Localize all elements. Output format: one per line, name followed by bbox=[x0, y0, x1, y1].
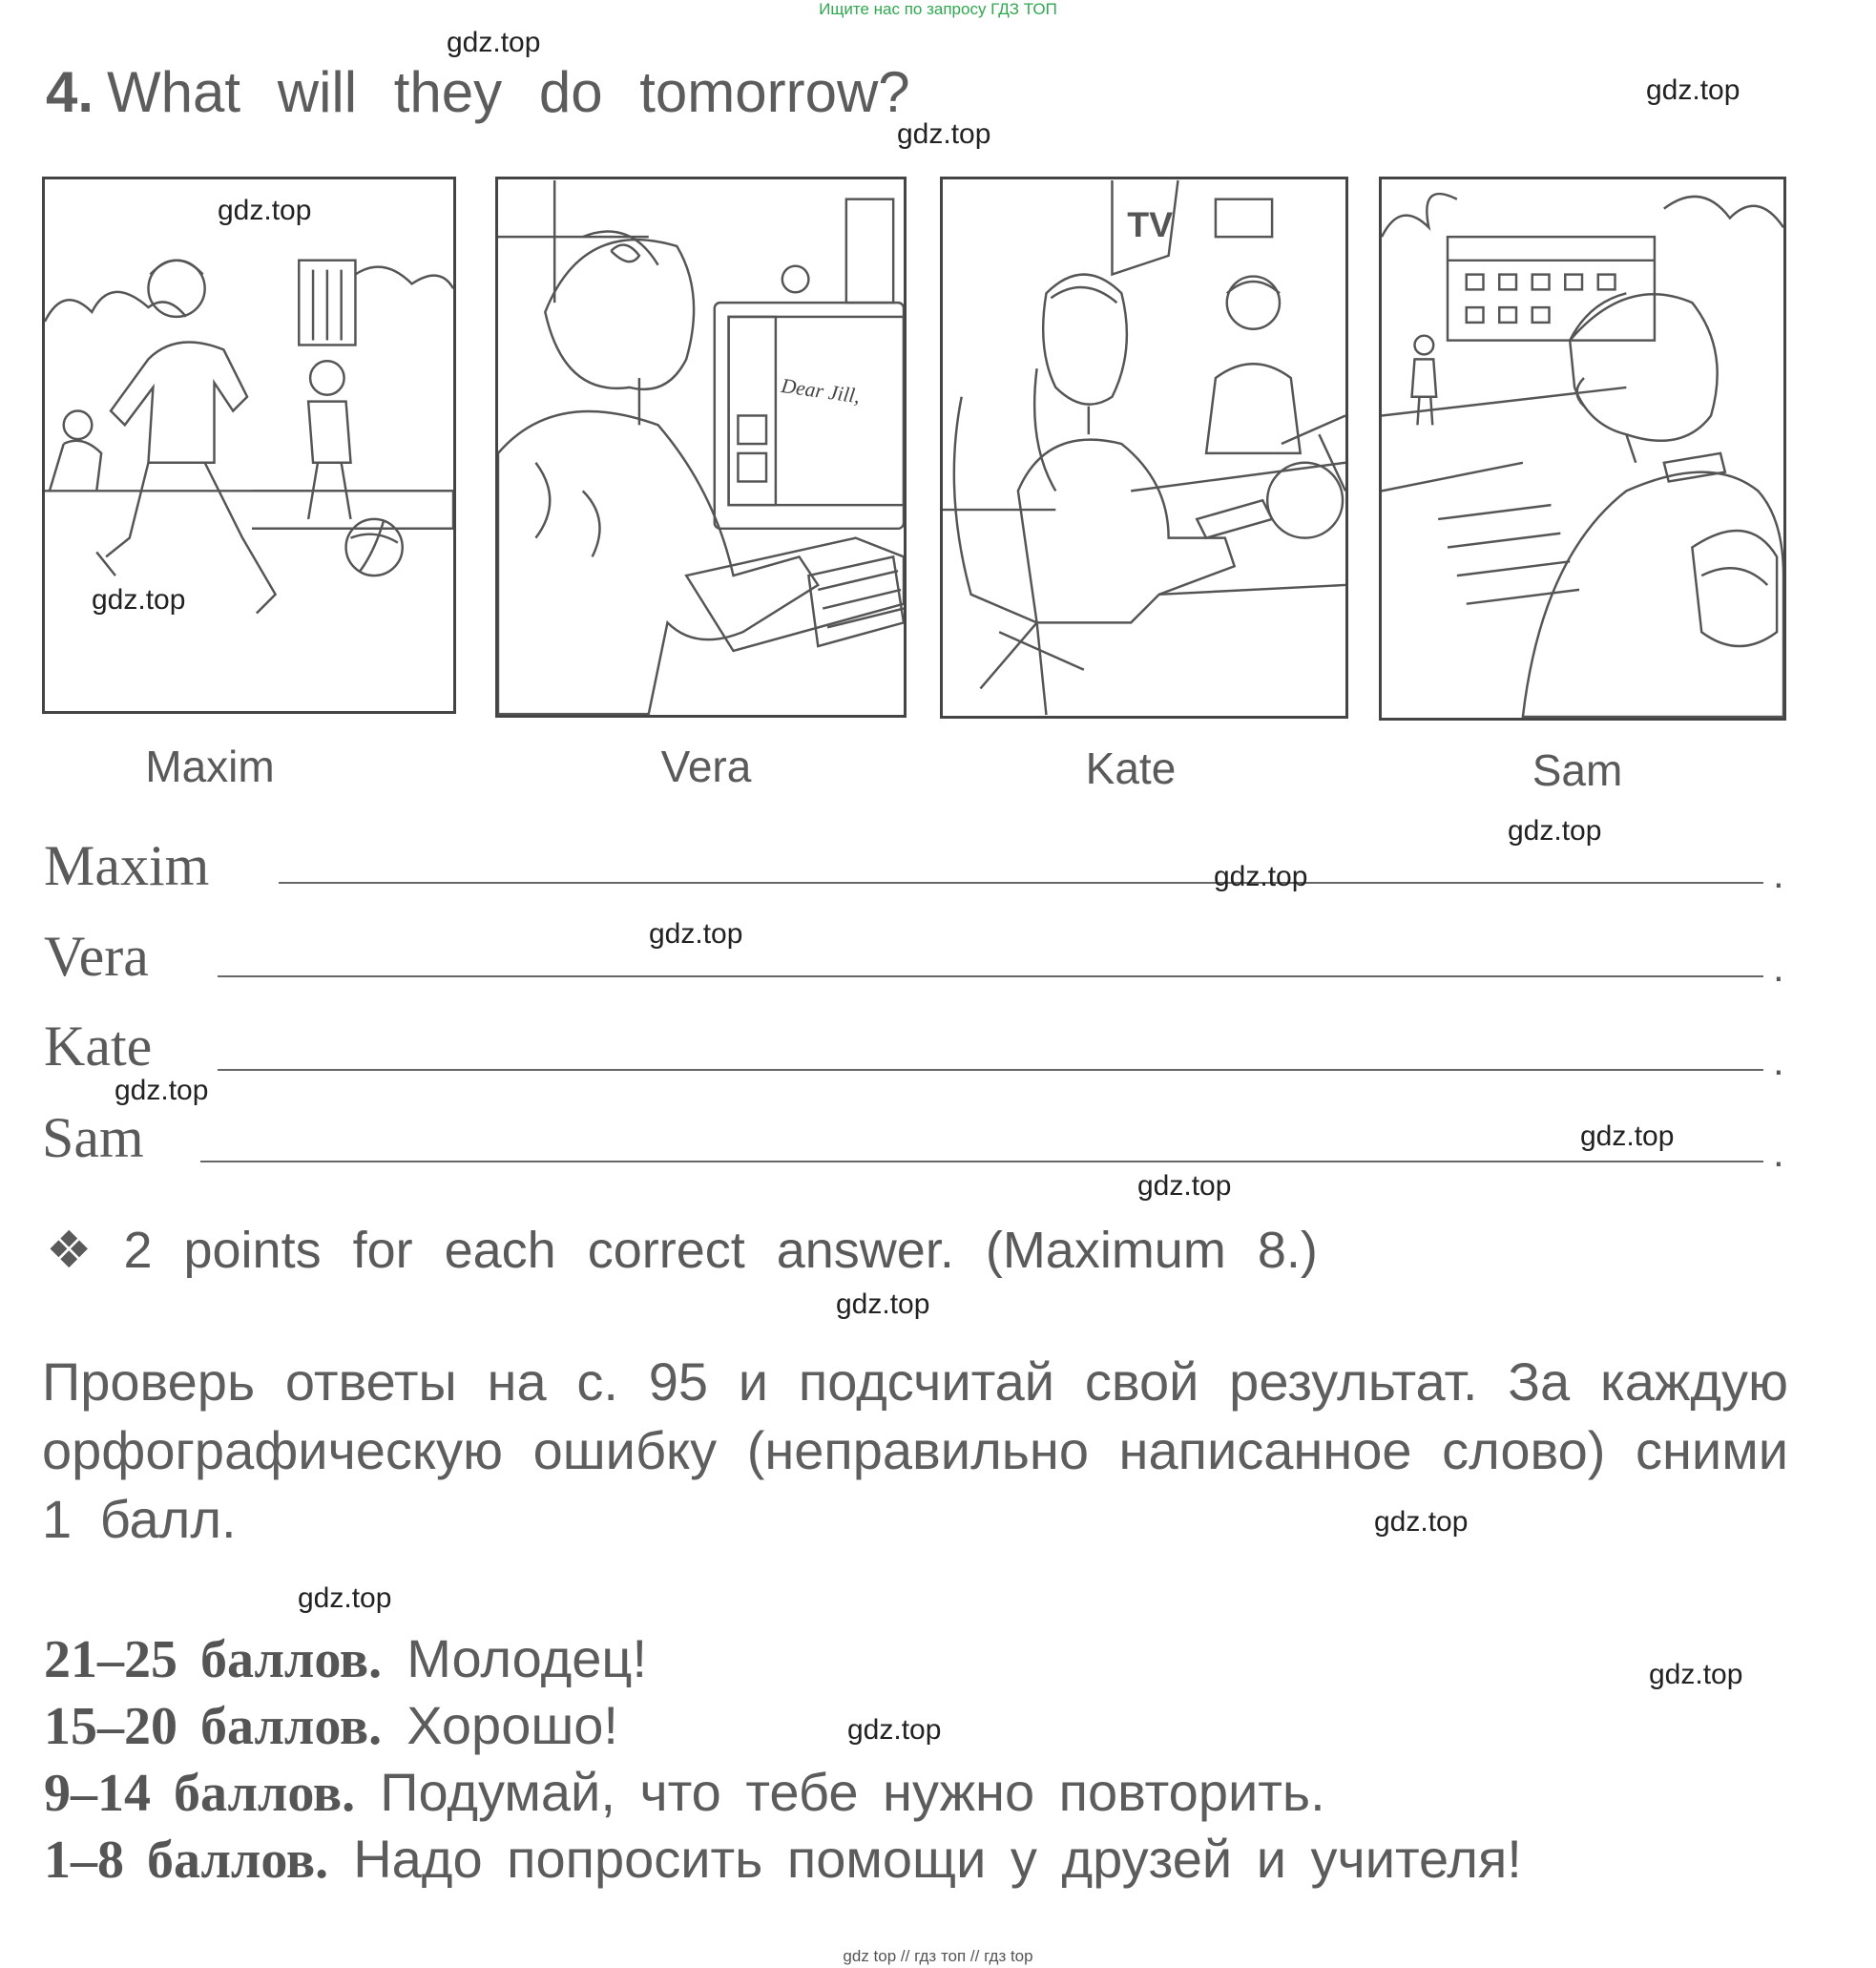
watermark: gdz.top bbox=[1214, 861, 1308, 892]
watermark: gdz.top bbox=[218, 195, 312, 226]
points-note bbox=[46, 1220, 1318, 1280]
score-comment: Молодец! bbox=[406, 1628, 648, 1688]
caption-kate: Kate bbox=[1085, 743, 1177, 793]
watermark: gdz.top bbox=[836, 1288, 930, 1320]
answer-line-kate[interactable] bbox=[218, 1069, 1763, 1071]
score-row-2 bbox=[44, 1694, 618, 1757]
typing-letter-icon bbox=[498, 179, 904, 715]
score-range: 9–14 баллов. bbox=[44, 1764, 356, 1823]
answer-dot-maxim: . bbox=[1773, 851, 1784, 896]
watermark: gdz.top bbox=[1137, 1170, 1232, 1202]
watermark: gdz.top bbox=[1580, 1120, 1675, 1152]
answer-line-vera[interactable] bbox=[218, 975, 1763, 977]
caption-vera: Vera bbox=[660, 742, 752, 791]
score-comment: Надо попросить помощи у друзей и учителя! bbox=[353, 1829, 1522, 1889]
caption-sam: Sam bbox=[1532, 745, 1623, 795]
answer-dot-vera: . bbox=[1773, 945, 1784, 990]
score-range: 15–20 баллов. bbox=[44, 1697, 383, 1756]
answer-dot-kate: . bbox=[1773, 1038, 1784, 1083]
bottom-banner: gdz top // гдз топ // гдз top bbox=[843, 1947, 1033, 1965]
watermark: gdz.top bbox=[447, 27, 541, 58]
answer-line-sam[interactable] bbox=[200, 1161, 1763, 1162]
watermark: gdz.top bbox=[897, 118, 991, 150]
picture-vera bbox=[495, 177, 907, 718]
watermark: gdz.top bbox=[649, 918, 743, 950]
score-range: 21–25 баллов. bbox=[44, 1630, 383, 1689]
points-text: 2 points for each correct answer. (Maximum 8.) bbox=[123, 1222, 1318, 1279]
exercise-question: What will they do tomorrow? bbox=[107, 60, 910, 124]
watermark: gdz.top bbox=[1508, 815, 1602, 847]
watermark: gdz.top bbox=[1646, 74, 1741, 106]
watermark: gdz.top bbox=[92, 584, 186, 616]
answer-label-sam: Sam bbox=[42, 1106, 144, 1169]
watermark: gdz.top bbox=[298, 1582, 392, 1614]
exercise-title bbox=[46, 59, 910, 125]
diamond-bullet-icon: ❖ bbox=[46, 1222, 93, 1279]
score-range: 1–8 баллов. bbox=[44, 1831, 329, 1890]
going-to-school-icon bbox=[1382, 179, 1783, 718]
caption-maxim: Maxim bbox=[145, 742, 275, 791]
top-banner: Ищите нас по запросу ГДЗ ТОП bbox=[819, 0, 1057, 18]
picture-kate bbox=[940, 177, 1348, 719]
answer-label-kate: Kate bbox=[44, 1015, 153, 1078]
tv-sign: TV bbox=[1127, 204, 1174, 245]
score-comment: Хорошо! bbox=[406, 1695, 618, 1755]
score-row-1 bbox=[44, 1627, 647, 1690]
score-row-4 bbox=[44, 1828, 1522, 1891]
watermark: gdz.top bbox=[115, 1075, 209, 1106]
screen-text: Dear Jill, bbox=[780, 373, 862, 408]
score-row-3 bbox=[44, 1761, 1325, 1824]
answer-line-maxim[interactable] bbox=[279, 882, 1763, 884]
answer-label-vera: Vera bbox=[44, 925, 149, 988]
instructions-text: Проверь ответы на с. 95 и подсчитай свой результат. За каждую орфографическую ошибку (неправильно написанное слово) сними 1 балл. bbox=[42, 1351, 1788, 1549]
watermark: gdz.top bbox=[847, 1714, 942, 1746]
picture-sam bbox=[1379, 177, 1786, 721]
tv-studio-icon bbox=[943, 179, 1345, 716]
picture-maxim bbox=[42, 177, 456, 714]
playing-football-icon bbox=[45, 179, 453, 711]
watermark: gdz.top bbox=[1649, 1659, 1743, 1690]
score-comment: Подумай, что тебе нужно повторить. bbox=[380, 1762, 1325, 1822]
answer-label-maxim: Maxim bbox=[44, 834, 210, 897]
watermark: gdz.top bbox=[1374, 1506, 1469, 1538]
answer-dot-sam: . bbox=[1773, 1130, 1784, 1175]
exercise-number: 4. bbox=[46, 60, 94, 124]
